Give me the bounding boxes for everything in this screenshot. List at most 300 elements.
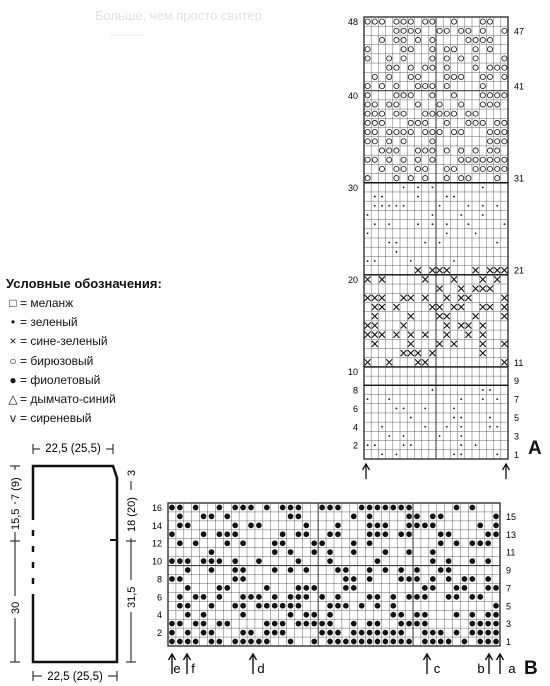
small-dot-mark <box>367 232 369 234</box>
small-dot-mark <box>403 205 405 207</box>
small-dot-mark <box>396 205 398 207</box>
filled-dot-mark <box>375 639 381 645</box>
svg-text:———: ——— <box>110 29 143 41</box>
filled-dot-mark <box>469 594 475 600</box>
filled-dot-mark <box>406 576 412 582</box>
legend-item-blue-green <box>6 332 206 351</box>
filled-dot-mark <box>446 558 452 564</box>
filled-dot-mark <box>383 630 389 636</box>
filled-dot-mark <box>296 505 302 511</box>
filled-dot-mark <box>185 639 191 645</box>
small-dot-mark <box>432 186 434 188</box>
filled-dot-mark <box>367 639 373 645</box>
chart-a-row-label-left: 40 <box>347 90 358 101</box>
filled-dot-mark <box>303 567 309 573</box>
chart-a-row-label-left: 8 <box>352 385 358 396</box>
filled-dot-mark <box>185 567 191 573</box>
filled-dot-mark <box>177 505 183 511</box>
filled-dot-mark <box>224 531 230 537</box>
small-dot-mark <box>381 205 383 207</box>
legend-label: = меланж <box>20 296 74 310</box>
small-dot-mark <box>432 223 434 225</box>
filled-dot-mark <box>383 505 389 511</box>
filled-dot-mark <box>217 531 223 537</box>
small-dot-mark <box>460 435 462 437</box>
filled-dot-mark <box>169 639 175 645</box>
filled-dot-mark <box>462 639 468 645</box>
small-dot-mark <box>496 426 498 428</box>
filled-dot-mark <box>351 621 357 627</box>
filled-dot-mark <box>390 639 396 645</box>
filled-dot-mark <box>406 522 412 528</box>
chart-a-row-label-left: 30 <box>347 182 358 193</box>
top-width-label: 22,5 (25,5) <box>45 443 101 455</box>
filled-dot-mark <box>224 621 230 627</box>
filled-dot-mark <box>327 603 333 609</box>
small-dot-mark <box>374 196 376 198</box>
filled-dot-mark <box>288 639 294 645</box>
filled-dot-mark <box>177 621 183 627</box>
small-dot-mark <box>367 260 369 262</box>
filled-dot-mark <box>477 639 483 645</box>
filled-dot-mark <box>485 576 491 582</box>
chart-b-row-label-left: 16 <box>151 502 162 513</box>
small-dot-mark <box>410 417 412 419</box>
filled-dot-mark <box>256 594 262 600</box>
filled-dot-mark <box>217 594 223 600</box>
filled-dot-mark <box>272 549 278 555</box>
chart-a-row-label-right: 21 <box>514 265 525 276</box>
filled-dot-mark <box>454 505 460 511</box>
filled-dot-mark <box>430 522 436 528</box>
filled-dot-mark <box>169 505 175 511</box>
filled-dot-mark <box>209 567 215 573</box>
legend-item-green <box>6 313 206 332</box>
filled-dot-mark <box>430 514 436 520</box>
small-dot-mark <box>388 435 390 437</box>
filled-dot-mark <box>462 576 468 582</box>
small-dot-mark <box>439 242 441 244</box>
cross-icon: × <box>9 334 17 349</box>
filled-dot-mark <box>177 594 183 600</box>
filled-dot-mark <box>454 585 460 591</box>
filled-dot-mark <box>414 567 420 573</box>
filled-dot-mark <box>422 594 428 600</box>
filled-dot-mark <box>272 594 278 600</box>
filled-dot-mark <box>462 585 468 591</box>
chart-b-marker-c: c <box>433 661 441 676</box>
filled-dot-mark <box>414 612 420 618</box>
filled-dot-mark <box>454 630 460 636</box>
filled-dot-mark <box>327 630 333 636</box>
filled-dot-mark <box>430 639 436 645</box>
filled-dot-mark <box>469 540 475 546</box>
filled-dot-mark <box>217 585 223 591</box>
filled-dot-mark <box>414 621 420 627</box>
chart-b-row-label-right: 3 <box>506 619 512 630</box>
chart-a-row-label-right: 31 <box>514 173 525 184</box>
filled-dot-mark <box>343 639 349 645</box>
filled-dot-mark <box>398 567 404 573</box>
filled-dot-mark <box>351 630 357 636</box>
filled-dot-mark <box>177 514 183 520</box>
filled-dot-mark <box>240 576 246 582</box>
small-dot-mark <box>388 223 390 225</box>
filled-dot-mark <box>288 612 294 618</box>
filled-dot-mark <box>240 639 246 645</box>
filled-dot-mark <box>367 514 373 520</box>
left-top-step-label: 7 (9) <box>10 477 22 500</box>
small-dot-mark <box>460 398 462 400</box>
small-dot-mark <box>432 214 434 216</box>
filled-dot-mark <box>485 612 491 618</box>
filled-dot-mark <box>256 522 262 528</box>
filled-dot-mark <box>493 621 499 627</box>
filled-dot-mark <box>264 630 270 636</box>
filled-dot-mark <box>430 549 436 555</box>
chart-a-row-label-left: 20 <box>347 274 358 285</box>
chart-b-row-label-left: 14 <box>151 520 162 531</box>
filled-dot-mark <box>303 531 309 537</box>
filled-dot-mark <box>375 505 381 511</box>
filled-dot-mark <box>217 639 223 645</box>
filled-dot-mark <box>398 612 404 618</box>
filled-dot-mark <box>390 594 396 600</box>
filled-dot-mark <box>248 630 254 636</box>
filled-dot-mark <box>375 594 381 600</box>
filled-dot-mark <box>327 558 333 564</box>
small-dot-mark <box>446 196 448 198</box>
right-upper-label: 18 (20) <box>126 497 138 532</box>
filled-dot-mark <box>406 594 412 600</box>
filled-dot-mark <box>406 531 412 537</box>
chart-a-row-label-right: 7 <box>514 394 520 405</box>
filled-dot-mark <box>454 594 460 600</box>
small-dot-mark <box>453 417 455 419</box>
filled-dot-mark <box>311 549 317 555</box>
filled-dot-mark <box>493 522 499 528</box>
filled-dot-mark <box>398 621 404 627</box>
small-dot-mark <box>496 398 498 400</box>
small-dot-mark <box>396 242 398 244</box>
filled-dot-mark <box>232 522 238 528</box>
legend-label: = сине-зеленый <box>20 334 108 349</box>
filled-dot-mark <box>248 639 254 645</box>
chart-a-row-label-left: 2 <box>352 440 358 451</box>
filled-dot-mark <box>303 585 309 591</box>
small-dot-mark <box>460 426 462 428</box>
small-dot-mark <box>374 444 376 446</box>
filled-dot-mark <box>351 514 357 520</box>
filled-dot-mark <box>256 558 262 564</box>
faint-heading <box>95 8 262 41</box>
faint-heading-text: Больше, чем просто свитер <box>95 8 262 23</box>
filled-dot-mark <box>367 505 373 511</box>
filled-dot-mark <box>398 630 404 636</box>
filled-dot-mark <box>469 612 475 618</box>
filled-dot-mark <box>280 621 286 627</box>
filled-dot-mark <box>193 594 199 600</box>
filled-dot-mark <box>185 612 191 618</box>
filled-dot-mark <box>177 639 183 645</box>
chart-b-row-label-right: 7 <box>506 583 512 594</box>
chart-b-row-label-left: 12 <box>151 538 162 549</box>
filled-dot-mark <box>477 621 483 627</box>
filled-dot-mark <box>327 549 333 555</box>
filled-dot-mark <box>303 522 309 528</box>
filled-dot-mark <box>446 594 452 600</box>
schematic-outline <box>33 466 117 662</box>
small-dot-mark <box>410 260 412 262</box>
small-dot-mark <box>482 205 484 207</box>
filled-dot-mark <box>477 522 483 528</box>
chart-b-row-label-right: 5 <box>506 601 512 612</box>
chart-a-row-label-right: 9 <box>514 376 520 387</box>
small-dot-mark <box>403 186 405 188</box>
filled-dot-mark <box>375 522 381 528</box>
v-icon: v <box>10 411 16 426</box>
filled-dot-mark <box>185 558 191 564</box>
filled-dot-mark <box>240 505 246 511</box>
filled-dot-mark <box>224 514 230 520</box>
filled-dot-mark <box>248 522 254 528</box>
left-lower-label: 30 <box>10 601 22 614</box>
filled-dot-mark <box>264 621 270 627</box>
small-dot-mark <box>374 223 376 225</box>
filled-dot-mark <box>240 630 246 636</box>
filled-dot-mark <box>493 612 499 618</box>
filled-dot-mark <box>485 540 491 546</box>
filled-dot-mark <box>414 576 420 582</box>
chart-b-marker-arrow-a <box>497 654 504 674</box>
filled-dot-mark <box>359 639 365 645</box>
filled-dot-mark <box>493 630 499 636</box>
legend-item-turquoise <box>6 352 206 371</box>
filled-dot-mark <box>343 603 349 609</box>
chart-b-marker-arrow-f <box>184 654 191 674</box>
filled-dot-mark <box>359 603 365 609</box>
filled-dot-mark <box>177 558 183 564</box>
filled-dot-mark <box>201 558 207 564</box>
chart-b-row-label-left: 2 <box>156 628 162 639</box>
empty-square-icon: □ <box>9 296 17 310</box>
filled-dot-mark <box>383 549 389 555</box>
chart-a-row-label-right: 41 <box>514 81 525 92</box>
small-dot-mark <box>374 260 376 262</box>
filled-dot-mark <box>383 531 389 537</box>
chart-b-letter: B <box>524 658 538 679</box>
filled-dot-mark <box>430 558 436 564</box>
chart-b-marker-e: e <box>173 661 181 676</box>
filled-dot-mark <box>280 540 286 546</box>
filled-dot-mark <box>375 603 381 609</box>
filled-dot-mark <box>367 522 373 528</box>
small-dot-mark <box>475 444 477 446</box>
filled-dot-mark <box>296 594 302 600</box>
filled-dot-mark <box>240 594 246 600</box>
small-dot-mark <box>460 417 462 419</box>
filled-dot-mark <box>430 630 436 636</box>
filled-dot-mark <box>430 585 436 591</box>
filled-dot-mark <box>414 514 420 520</box>
filled-dot-mark <box>335 639 341 645</box>
filled-dot-mark <box>209 639 215 645</box>
legend-label: = зеленый <box>20 315 78 330</box>
small-dot-mark <box>504 223 506 225</box>
filled-dot-mark <box>209 603 215 609</box>
filled-dot-mark <box>303 612 309 618</box>
filled-dot-mark <box>177 522 183 528</box>
filled-dot-mark <box>193 540 199 546</box>
filled-dot-mark <box>169 621 175 627</box>
bottom-width-label: 22,5 (25,5) <box>47 671 103 683</box>
small-dot-mark <box>475 232 477 234</box>
chart-b-row-label-left: 4 <box>156 610 162 621</box>
filled-dot-mark <box>224 540 230 546</box>
filled-dot-mark <box>264 585 270 591</box>
chart-b-row-label-left: 6 <box>156 592 162 603</box>
filled-dot-mark <box>280 505 286 511</box>
chart-b-marker-arrow-c <box>424 654 431 674</box>
filled-dot-mark <box>288 514 294 520</box>
legend <box>6 276 206 428</box>
filled-dot-mark <box>446 576 452 582</box>
small-dot-mark <box>453 260 455 262</box>
filled-dot-mark <box>351 585 357 591</box>
filled-dot-mark <box>327 505 333 511</box>
filled-dot-mark <box>240 603 246 609</box>
small-dot-mark <box>482 214 484 216</box>
small-dot-mark <box>439 205 441 207</box>
filled-dot-mark <box>390 603 396 609</box>
filled-dot-mark <box>185 630 191 636</box>
sweater-piece-schematic <box>8 441 138 683</box>
filled-dot-mark <box>296 585 302 591</box>
right-top-label: 3 <box>126 469 138 476</box>
filled-dot-mark <box>296 531 302 537</box>
filled-dot-mark <box>430 576 436 582</box>
filled-dot-mark <box>232 505 238 511</box>
filled-dot-mark <box>209 549 215 555</box>
filled-dot-mark <box>446 639 452 645</box>
filled-dot-mark <box>477 630 483 636</box>
filled-dot-mark <box>296 621 302 627</box>
filled-dot-mark <box>209 558 215 564</box>
legend-item-smoky-blue <box>6 390 206 409</box>
filled-dot-mark <box>217 505 223 511</box>
small-dot-mark <box>460 444 462 446</box>
filled-dot-mark <box>288 603 294 609</box>
small-dot-mark <box>388 242 390 244</box>
filled-dot-mark <box>201 621 207 627</box>
filled-dot-mark <box>248 594 254 600</box>
filled-dot-mark <box>398 576 404 582</box>
chart-b-marker-arrow-b <box>486 654 493 674</box>
filled-dot-mark <box>359 505 365 511</box>
filled-dot-mark <box>493 639 499 645</box>
small-dot-mark <box>381 426 383 428</box>
filled-dot-mark <box>319 630 325 636</box>
small-dot-mark <box>489 426 491 428</box>
chart-a-arrow-right <box>503 464 510 479</box>
filled-dot-mark <box>422 585 428 591</box>
filled-dot-mark <box>375 621 381 627</box>
filled-dot-mark <box>248 505 254 511</box>
filled-dot-mark <box>367 630 373 636</box>
filled-dot-mark <box>335 594 341 600</box>
small-dot-mark <box>424 426 426 428</box>
filled-dot-mark <box>485 558 491 564</box>
filled-dot-mark <box>335 630 341 636</box>
filled-dot-mark <box>177 540 183 546</box>
filled-dot-mark <box>311 639 317 645</box>
filled-dot-mark <box>469 621 475 627</box>
filled-dot-mark <box>177 576 183 582</box>
filled-dot-mark <box>414 522 420 528</box>
small-dot-mark <box>432 389 434 391</box>
small-dot-mark <box>482 398 484 400</box>
filled-dot-mark <box>422 522 428 528</box>
filled-dot-mark <box>493 531 499 537</box>
small-dot-mark <box>489 417 491 419</box>
small-dot-mark <box>403 407 405 409</box>
filled-dot-mark <box>335 505 341 511</box>
filled-dot-mark <box>367 621 373 627</box>
filled-dot-mark <box>493 603 499 609</box>
filled-dot-mark <box>446 567 452 573</box>
filled-dot-mark <box>217 558 223 564</box>
small-dot-mark <box>367 214 369 216</box>
triangle-icon: △ <box>8 391 18 406</box>
small-dot-mark <box>367 398 369 400</box>
chart-b-marker-a: a <box>508 661 516 676</box>
filled-dot-mark <box>185 522 191 528</box>
filled-dot-mark <box>169 576 175 582</box>
filled-dot-mark <box>493 585 499 591</box>
filled-dot-mark <box>406 514 412 520</box>
filled-dot-mark <box>280 531 286 537</box>
filled-dot-mark <box>343 567 349 573</box>
chart-b-marker-arrow-d <box>250 654 257 674</box>
filled-dot-mark <box>288 505 294 511</box>
circle-icon: ○ <box>9 353 17 368</box>
chart-b-grid <box>152 503 516 676</box>
filled-dot-mark <box>351 540 357 546</box>
filled-dot-mark <box>303 621 309 627</box>
filled-dot-mark <box>469 576 475 582</box>
filled-dot-mark <box>390 630 396 636</box>
small-dot-mark <box>496 242 498 244</box>
filled-dot-mark <box>280 603 286 609</box>
filled-dot-mark <box>288 549 294 555</box>
filled-dot-mark <box>406 505 412 511</box>
filled-dot-mark <box>351 576 357 582</box>
filled-dot-mark <box>335 567 341 573</box>
filled-dot-mark <box>201 594 207 600</box>
small-dot-mark <box>388 205 390 207</box>
filled-dot-mark <box>232 531 238 537</box>
filled-dot-mark <box>335 603 341 609</box>
filled-dot-mark <box>169 531 175 537</box>
filled-dot-mark <box>390 505 396 511</box>
small-dot-mark <box>396 453 398 455</box>
chart-a-row-label-left: 6 <box>352 403 358 414</box>
legend-title: Условные обозначения: <box>6 276 162 291</box>
filled-dot-mark <box>232 567 238 573</box>
small-dot-mark <box>489 389 491 391</box>
filled-dot-mark <box>485 585 491 591</box>
legend-item-violet <box>6 371 206 390</box>
